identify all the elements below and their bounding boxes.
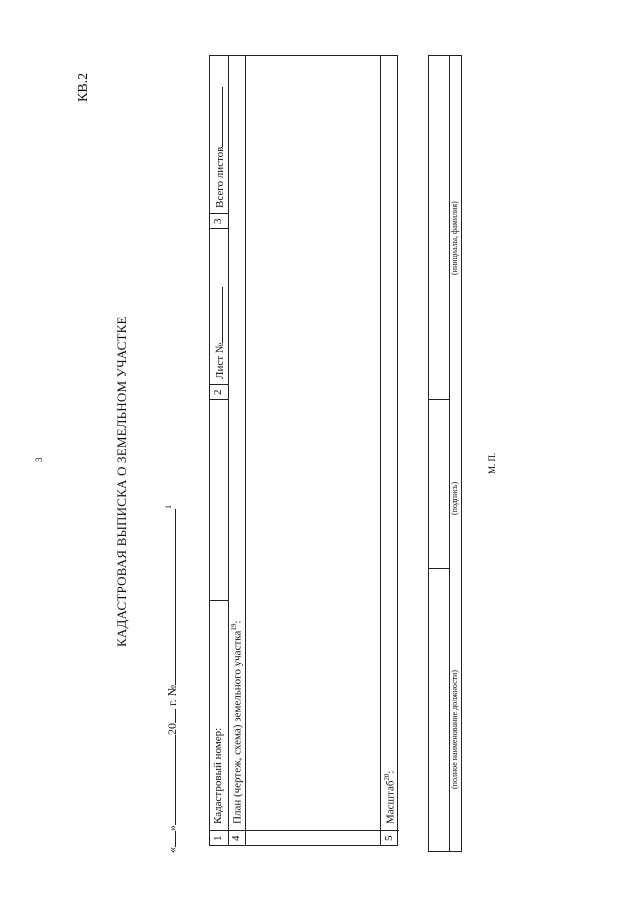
row1-number: 1 xyxy=(212,835,224,841)
plan-footnote: 19 xyxy=(230,623,238,631)
form-code: КВ.2 xyxy=(76,72,91,102)
stamp-place-caption: М. П. xyxy=(487,452,497,474)
signature-divider-2 xyxy=(429,399,449,400)
row-divider-1 xyxy=(228,56,229,845)
plan-label-text: План (чертеж, схема) земельного участка xyxy=(231,630,244,824)
number-blank xyxy=(163,509,176,685)
scale-footnote: 20 xyxy=(383,773,391,781)
row1-total-num-divider xyxy=(210,213,228,214)
scale-label xyxy=(383,771,397,825)
document-title: КАДАСТРОВАЯ ВЫПИСКА О ЗЕМЕЛЬНОМ УЧАСТКЕ xyxy=(114,316,129,647)
position-caption: (полное наименование должности) xyxy=(450,669,459,789)
number-label: г. № xyxy=(165,684,179,706)
row5-number: 5 xyxy=(383,835,395,841)
total-cell-number: 3 xyxy=(212,218,224,224)
signature-block xyxy=(428,55,462,852)
sheet-number-blank xyxy=(212,287,223,343)
plan-drawing-area xyxy=(245,56,380,831)
year-blank xyxy=(163,709,176,723)
sheet-number-label xyxy=(212,287,226,379)
sheet-number-text: Лист № xyxy=(214,342,226,379)
date-number-line xyxy=(163,505,180,853)
total-sheets-text: Всего листов xyxy=(214,146,226,208)
date-close-quote: » xyxy=(165,825,179,831)
scale-label-text: Масштаб xyxy=(384,780,397,824)
cadastral-number-label: Кадастровый номер: xyxy=(212,727,224,824)
row-divider-3 xyxy=(380,56,381,845)
kadastr-table xyxy=(209,55,398,846)
date-open-quote: « xyxy=(165,847,179,853)
total-sheets-blank xyxy=(212,87,223,147)
plan-label xyxy=(230,621,244,824)
row1-field-divider xyxy=(210,600,228,601)
signature-divider-1 xyxy=(429,568,449,569)
month-blank xyxy=(163,735,176,825)
row1-sheet-num-divider xyxy=(210,384,228,385)
signature-caption: (подпись) xyxy=(450,481,459,515)
name-caption: (инициалы, фамилия) xyxy=(450,201,459,275)
year-prefix: 20 xyxy=(165,723,179,735)
row1-total-divider xyxy=(210,228,228,229)
row4-number: 4 xyxy=(230,835,242,841)
number-footnote: 1 xyxy=(164,504,173,509)
row1-sheet-divider xyxy=(210,399,228,400)
day-blank xyxy=(163,831,176,847)
scale-colon: : xyxy=(384,770,397,774)
total-sheets-label xyxy=(212,87,226,208)
plan-colon: : xyxy=(231,620,244,624)
sheet-cell-number: 2 xyxy=(212,389,224,395)
page-number: 3 xyxy=(34,457,44,462)
